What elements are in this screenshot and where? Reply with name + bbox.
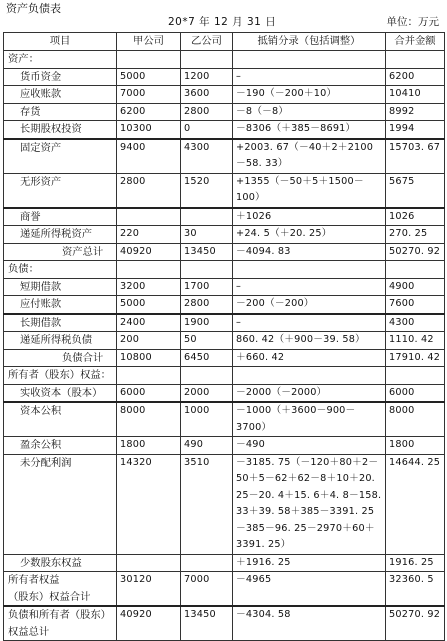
row-label: 负债和所有者（股东） 权益总计 xyxy=(4,606,117,641)
company-a-value xyxy=(117,208,181,226)
table-row xyxy=(4,51,445,69)
company-a-value: 40920 xyxy=(117,243,181,261)
consolidated-value: 1800 xyxy=(386,437,445,455)
elimination-entry: ＋1916. 25 xyxy=(233,554,386,572)
company-a-value: 2400 xyxy=(117,314,181,332)
elimination-entry: – xyxy=(233,314,386,332)
consolidated-value: 15703. 67 xyxy=(386,139,445,174)
table-row xyxy=(4,296,445,314)
table-row xyxy=(4,173,445,208)
table-row xyxy=(4,367,445,385)
consolidated-value: 6200 xyxy=(386,68,445,86)
company-a-value: 6000 xyxy=(117,384,181,402)
row-label: 盈余公积 xyxy=(4,437,117,455)
consolidated-value: 1110. 42 xyxy=(386,332,445,350)
row-label: 资产总计 xyxy=(4,243,117,261)
company-b-value: 50 xyxy=(181,332,233,350)
table-row xyxy=(4,121,445,139)
elimination-entry: ＋660. 42 xyxy=(233,349,386,367)
company-b-value: 1200 xyxy=(181,68,233,86)
row-label: 无形资产 xyxy=(4,173,117,208)
company-b-value: 13450 xyxy=(181,606,233,641)
consolidated-value: 17910. 42 xyxy=(386,349,445,367)
consolidated-value xyxy=(386,261,445,279)
row-label: 所有者权益 （股东）权益合计 xyxy=(4,572,117,607)
table-row xyxy=(4,226,445,244)
row-label: 递延所得税资产 xyxy=(4,226,117,244)
elimination-entry: +24. 5（＋20. 25） xyxy=(233,226,386,244)
consolidated-value: 14644. 25 xyxy=(386,454,445,554)
company-b-value: 1900 xyxy=(181,314,233,332)
company-a-value xyxy=(117,51,181,69)
elimination-entry: －4304. 58 xyxy=(233,606,386,641)
company-b-value xyxy=(181,367,233,385)
company-a-value: 1800 xyxy=(117,437,181,455)
row-label: 未分配利润 xyxy=(4,454,117,554)
elimination-entry: －200（－200） xyxy=(233,296,386,314)
table-row xyxy=(4,437,445,455)
consolidated-value: 1994 xyxy=(386,121,445,139)
company-a-value: 8000 xyxy=(117,402,181,437)
company-b-value: 1520 xyxy=(181,173,233,208)
row-label: 固定资产 xyxy=(4,139,117,174)
consolidated-value: 50270. 92 xyxy=(386,606,445,641)
company-b-value xyxy=(181,261,233,279)
company-b-value xyxy=(181,208,233,226)
row-label: 长期借款 xyxy=(4,314,117,332)
consolidated-value: 4300 xyxy=(386,314,445,332)
elimination-entry: －8306（＋385－8691） xyxy=(233,121,386,139)
elimination-entry: －3185. 75（－120＋80＋2－50＋5－62＋62－8＋10＋20. 25－20. 4＋15. 6＋4. 8－158. 33＋39. 58＋385－3391. 25－385－96. 25－2970＋60＋3391. 25） xyxy=(233,454,386,554)
row-label: 应付账款 xyxy=(4,296,117,314)
company-a-value xyxy=(117,367,181,385)
row-label: 负债合计 xyxy=(4,349,117,367)
table-row xyxy=(4,314,445,332)
table-row xyxy=(4,208,445,226)
table-row xyxy=(4,349,445,367)
company-b-value: 13450 xyxy=(181,243,233,261)
elimination-entry: 860. 42（＋900－39. 58） xyxy=(233,332,386,350)
company-b-value xyxy=(181,51,233,69)
table-row xyxy=(4,103,445,121)
consolidated-value xyxy=(386,51,445,69)
company-b-value: 2800 xyxy=(181,296,233,314)
elimination-entry: －1000（＋3600－900－3700） xyxy=(233,402,386,437)
company-b-value: 3600 xyxy=(181,86,233,104)
row-label: 实收资本（股本） xyxy=(4,384,117,402)
elimination-entry xyxy=(233,367,386,385)
row-label: 短期借款 xyxy=(4,278,117,296)
table-row xyxy=(4,572,445,607)
company-b-value xyxy=(181,554,233,572)
row-label: 货币资金 xyxy=(4,68,117,86)
company-a-value: 9400 xyxy=(117,139,181,174)
row-label: 递延所得税负债 xyxy=(4,332,117,350)
unit-label: 单位：万元 xyxy=(386,16,439,28)
table-row xyxy=(4,606,445,641)
elimination-entry xyxy=(233,51,386,69)
company-a-value xyxy=(117,261,181,279)
table-row xyxy=(4,68,445,86)
company-b-value: 490 xyxy=(181,437,233,455)
table-row xyxy=(4,278,445,296)
consolidated-value: 7600 xyxy=(386,296,445,314)
consolidated-value: 10410 xyxy=(386,86,445,104)
consolidated-value: 32360. 5 xyxy=(386,572,445,607)
column-header-consolidated: 合并金额 xyxy=(386,33,445,51)
document-title: 资产负债表 xyxy=(6,2,61,15)
company-a-value: 220 xyxy=(117,226,181,244)
table-row xyxy=(4,454,445,554)
company-a-value: 40920 xyxy=(117,606,181,641)
company-a-value: 10800 xyxy=(117,349,181,367)
row-label: 负债： xyxy=(4,261,117,279)
elimination-entry: －2000（－2000） xyxy=(233,384,386,402)
company-b-value: 6450 xyxy=(181,349,233,367)
company-b-value: 1000 xyxy=(181,402,233,437)
balance-sheet-table xyxy=(3,32,445,641)
company-b-value: 7000 xyxy=(181,572,233,607)
consolidated-value: 1916. 25 xyxy=(386,554,445,572)
row-label: 商誉 xyxy=(4,208,117,226)
consolidated-value: 4900 xyxy=(386,278,445,296)
company-b-value: 3510 xyxy=(181,454,233,554)
consolidated-value: 6000 xyxy=(386,384,445,402)
consolidated-value: 270. 25 xyxy=(386,226,445,244)
elimination-entry: +2003. 67（－40＋2＋2100－58. 33） xyxy=(233,139,386,174)
row-label: 资产： xyxy=(4,51,117,69)
elimination-entry: －4965 xyxy=(233,572,386,607)
elimination-entry: – xyxy=(233,68,386,86)
elimination-entry: ＋1026 xyxy=(233,208,386,226)
table-row xyxy=(4,86,445,104)
report-date: 20*7 年 12 月 31 日 xyxy=(168,16,277,28)
elimination-entry: – xyxy=(233,278,386,296)
column-header-item: 项目 xyxy=(4,33,117,51)
table-row xyxy=(4,261,445,279)
company-a-value: 3200 xyxy=(117,278,181,296)
company-a-value xyxy=(117,554,181,572)
table-row xyxy=(4,139,445,174)
row-label: 少数股东权益 xyxy=(4,554,117,572)
elimination-entry: －8（－8） xyxy=(233,103,386,121)
table-row xyxy=(4,402,445,437)
elimination-entry: －4094. 83 xyxy=(233,243,386,261)
table-row xyxy=(4,554,445,572)
company-a-value: 6200 xyxy=(117,103,181,121)
row-label: 所有者（股东）权益： xyxy=(4,367,117,385)
company-a-value: 10300 xyxy=(117,121,181,139)
row-label: 应收账款 xyxy=(4,86,117,104)
column-header-eliminations: 抵销分录（包括调整） xyxy=(233,33,386,51)
company-a-value: 7000 xyxy=(117,86,181,104)
company-a-value: 5000 xyxy=(117,296,181,314)
company-b-value: 2800 xyxy=(181,103,233,121)
company-b-value: 30 xyxy=(181,226,233,244)
company-a-value: 5000 xyxy=(117,68,181,86)
column-header-company-b: 乙公司 xyxy=(181,33,233,51)
consolidated-value: 8000 xyxy=(386,402,445,437)
company-b-value: 0 xyxy=(181,121,233,139)
row-label: 存货 xyxy=(4,103,117,121)
company-a-value: 30120 xyxy=(117,572,181,607)
table-header-row xyxy=(4,33,445,51)
table-row xyxy=(4,384,445,402)
company-a-value: 200 xyxy=(117,332,181,350)
elimination-entry: －490 xyxy=(233,437,386,455)
elimination-entry: +1355（－50＋5＋1500－100） xyxy=(233,173,386,208)
consolidated-value: 1026 xyxy=(386,208,445,226)
row-label: 长期股权投资 xyxy=(4,121,117,139)
consolidated-value: 8992 xyxy=(386,103,445,121)
company-b-value: 1700 xyxy=(181,278,233,296)
consolidated-value: 5675 xyxy=(386,173,445,208)
company-b-value: 2000 xyxy=(181,384,233,402)
elimination-entry: －190（－200＋10） xyxy=(233,86,386,104)
column-header-company-a: 甲公司 xyxy=(117,33,181,51)
table-body xyxy=(4,51,445,641)
consolidated-value xyxy=(386,367,445,385)
company-b-value: 4300 xyxy=(181,139,233,174)
elimination-entry xyxy=(233,261,386,279)
table-row xyxy=(4,332,445,350)
company-a-value: 2800 xyxy=(117,173,181,208)
table-row xyxy=(4,243,445,261)
company-a-value: 14320 xyxy=(117,454,181,554)
consolidated-value: 50270. 92 xyxy=(386,243,445,261)
row-label: 资本公积 xyxy=(4,402,117,437)
